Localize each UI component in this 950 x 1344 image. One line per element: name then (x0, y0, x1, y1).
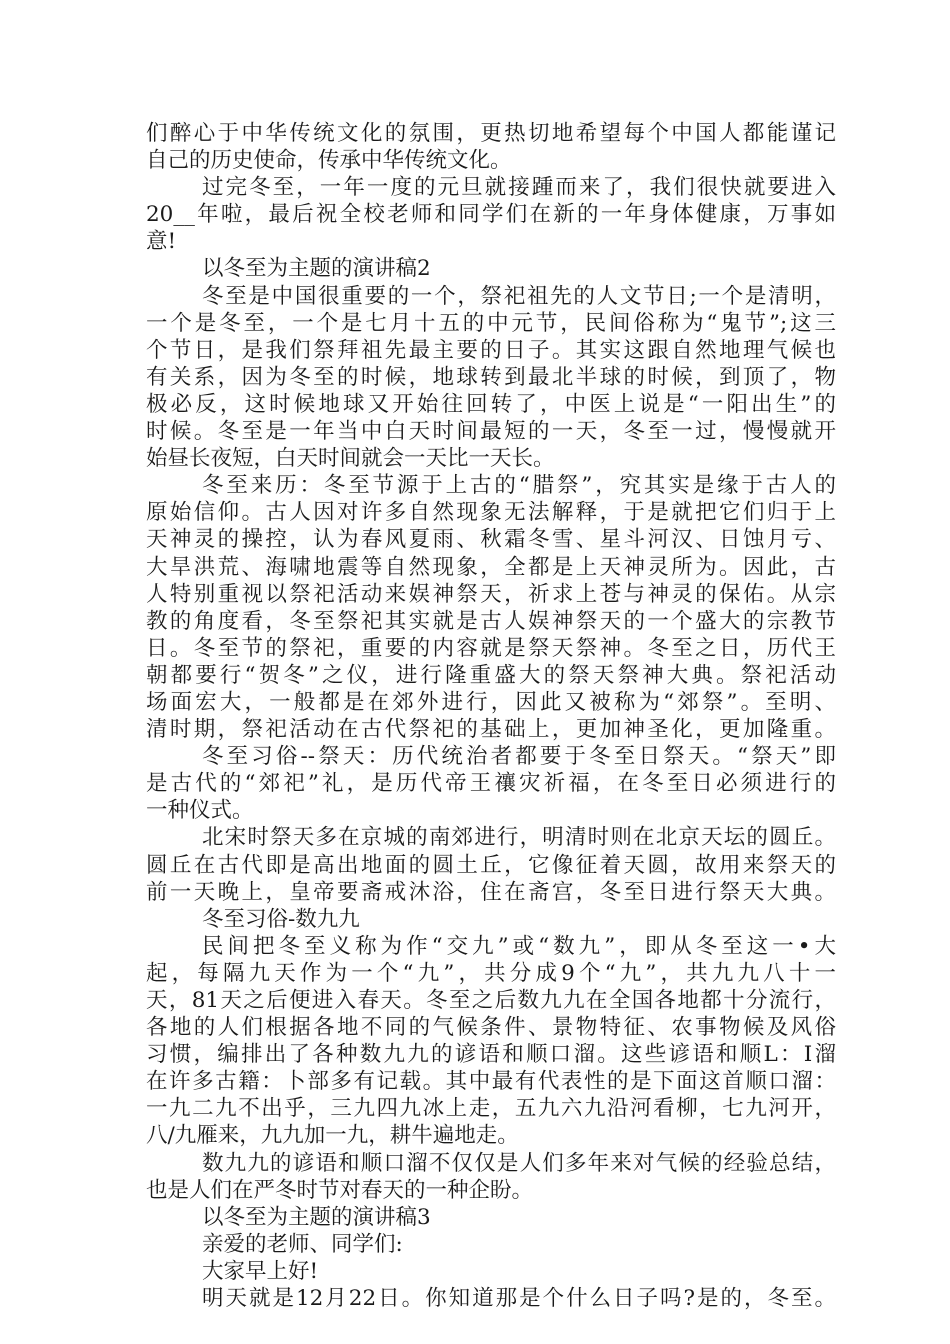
text-line: 天，81天之后便进入春天。冬至之后数九九在全国各地都十分流行， (146, 988, 836, 1013)
text-line: 也是人们在严冬时节对春天的一种企盼。 (146, 1177, 534, 1203)
paragraph-first-line: 北宋时祭天多在京城的南郊进行，明清时则在北京天坛的圆丘。 (202, 825, 836, 851)
paragraph-first-line: 冬至习俗--祭天：历代统治者都要于冬至日祭天。“祭天”即 (202, 744, 836, 770)
text-line: 场面宏大，一般都是在郊外进行，因此又被称为“郊祭”。至明、 (146, 689, 836, 715)
text-line: 习惯，编排出了各种数九九的谚语和顺口溜。这些谚语和顺L：I溜 (146, 1042, 836, 1068)
paragraph-first-line: 过完冬至，一年一度的元旦就接踵而来了，我们很快就要进入 (202, 175, 836, 201)
paragraph-first-line: 明天就是12月22日。你知道那是个什么日子吗?是的，冬至。 (202, 1286, 836, 1312)
text-line: 时候。冬至是一年当中白天时间最短的一天，冬至一过，慢慢就开 (146, 419, 836, 445)
text-line: 们醉心于中华传统文化的氛围，更热切地希望每个中国人都能谨记 (146, 121, 836, 146)
text-line: 在许多古籍：卜部多有记载。其中最有代表性的是下面这首顺口溜： (146, 1069, 836, 1095)
text-line: 极必反，这时候地球又开始往回转了，中医上说是“一阳出生”的 (146, 391, 836, 417)
text-line: 大旱洪荒、海啸地震等自然现象，全都是上天神灵所为。因此，古 (146, 554, 836, 580)
paragraph-first-line: 冬至是中国很重要的一个，祭祀祖先的人文节日;一个是清明， (202, 283, 836, 309)
text-line: 自己的历史使命，传承中华传统文化。 (146, 148, 512, 174)
paragraph-first-line: 冬至来历：冬至节源于上古的“腊祭”，究其实是缘于古人的 (202, 473, 836, 499)
text-line: 教的角度看，冬至祭祀其实就是古人娱神祭天的一个盛大的宗教节 (146, 608, 836, 634)
text-line: 各地的人们根据各地不同的气候条件、景物特征、农事物候及风俗 (146, 1015, 836, 1041)
paragraph-first-line: 民间把冬至义称为作“交九”或“数九”，即从冬至这一•大 (202, 933, 836, 959)
text-line: 一个是冬至，一个是七月十五的中元节，民间俗称为“鬼节”;这三 (146, 310, 836, 336)
text-line: 天神灵的操控，认为春风夏雨、秋霜冬雪、星斗河汉、日蚀月亏、 (146, 527, 836, 553)
text-line: 意! (146, 229, 177, 255)
text-line: 20__年啦，最后祝全校老师和同学们在新的一年身体健康，万事如 (146, 202, 836, 228)
text-line: 是古代的“郊祀”礼，是历代帝王禳灾祈福，在冬至日必须进行的 (146, 771, 836, 797)
text-line: 有关系，因为冬至的时候，地球转到最北半球的时候，到顶了，物 (146, 364, 836, 390)
text-line: 日。冬至节的祭祀，重要的内容就是祭天祭神。冬至之日，历代王 (146, 635, 836, 661)
text-line: 圆丘在古代即是高出地面的圆土丘，它像征着天圆，故用来祭天的 (146, 852, 836, 878)
paragraph-first-line: 以冬至为主题的演讲稿2 (202, 256, 431, 282)
text-line: 一种仪式。 (146, 798, 254, 824)
text-line: 个节日，是我们祭拜祖先最主要的日子。其实这跟自然地理气候也 (146, 337, 836, 363)
paragraph-first-line: 大家早上好! (202, 1258, 319, 1284)
text-line: 始昼长夜短，白天时间就会一天比一天长。 (146, 446, 555, 472)
text-line: 清时期，祭祀活动在古代祭祀的基础上，更加神圣化，更加隆重。 (146, 717, 836, 743)
paragraph-first-line: 以冬至为主题的演讲稿3 (202, 1204, 431, 1230)
paragraph-first-line: 亲爱的老师、同学们: (202, 1231, 403, 1257)
document-body (146, 120, 836, 1312)
paragraph-first-line: 冬至习俗-数九九 (202, 906, 360, 932)
text-line: 前一天晚上，皇帝要斋戒沐浴，住在斋宫，冬至日进行祭天大典。 (146, 879, 836, 905)
text-line: 八/九雁来，九九加一九，耕牛遍地走。 (146, 1123, 519, 1149)
text-line: 人特别重视以祭祀活动来娱神祭天，祈求上苍与神灵的保佑。从宗 (146, 581, 836, 607)
text-line: 一九二九不出乎，三九四九冰上走，五九六九沿河看柳，七九河开， (146, 1096, 836, 1122)
paragraph-first-line: 数九九的谚语和顺口溜不仅仅是人们多年来对气候的经验总结， (202, 1150, 836, 1176)
text-line: 起，每隔九天作为一个“九”，共分成9个“九”，共九九八十一 (146, 960, 836, 986)
text-line: 朝都要行“贺冬”之仪，进行隆重盛大的祭天祭神大典。祭祀活动 (146, 662, 836, 688)
text-line: 原始信仰。古人因对许多自然现象无法解释，于是就把它们归于上 (146, 500, 836, 526)
